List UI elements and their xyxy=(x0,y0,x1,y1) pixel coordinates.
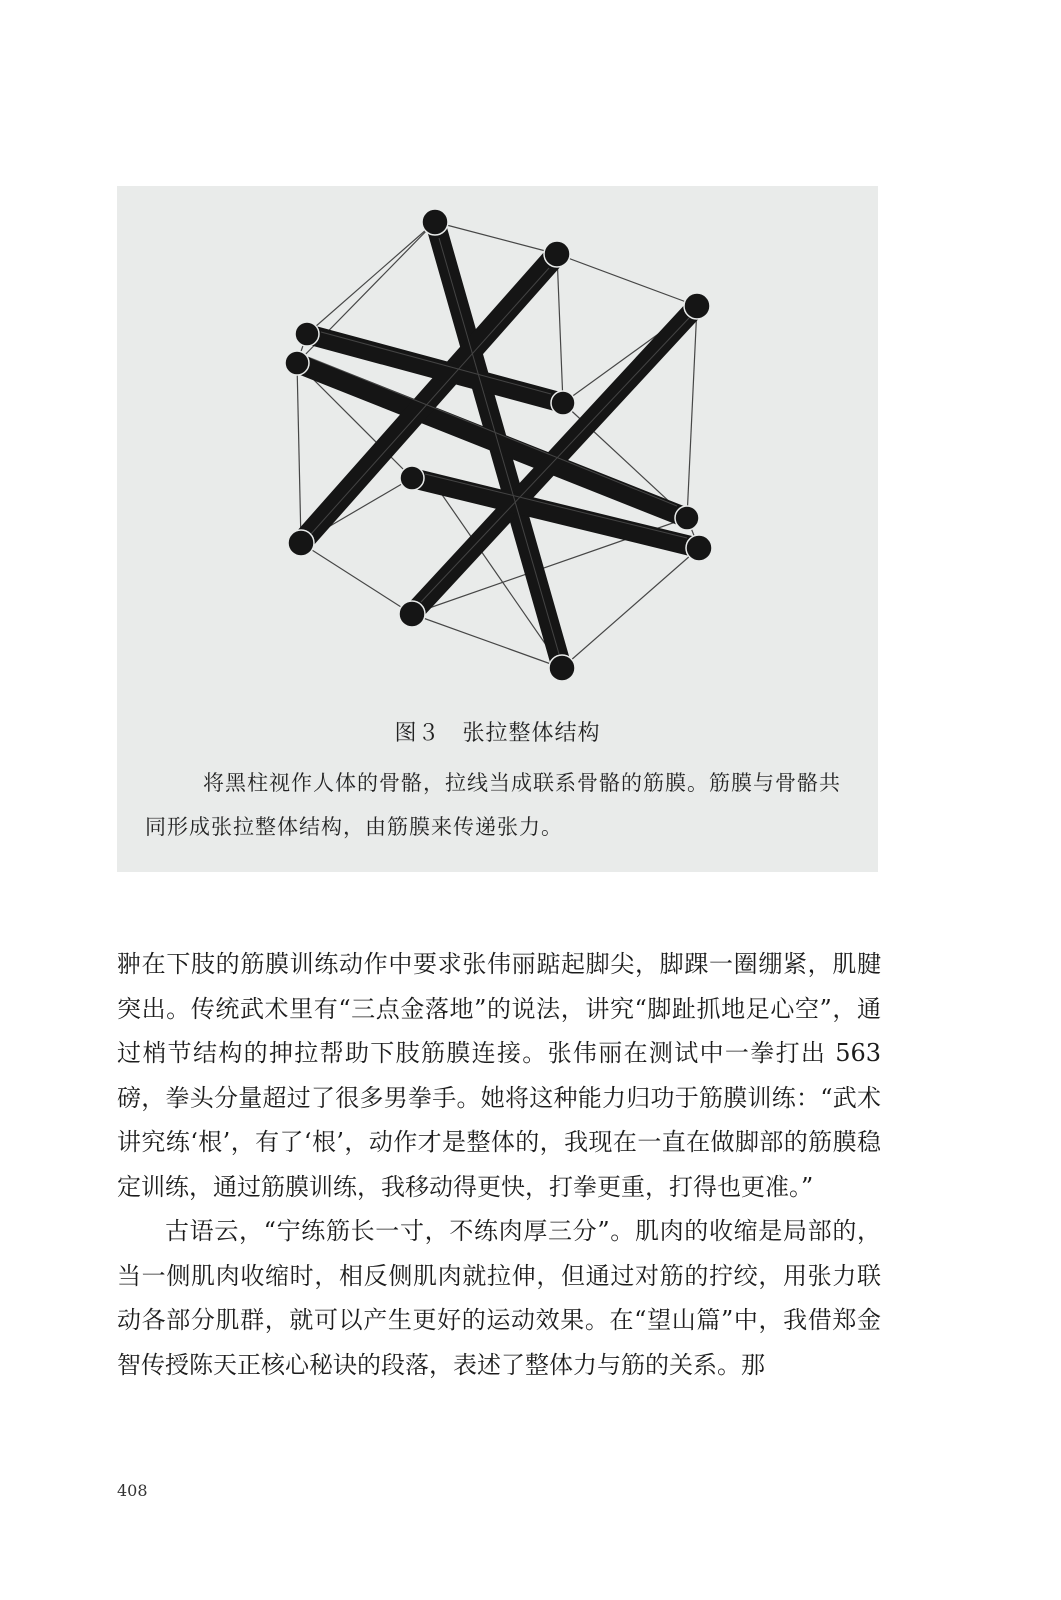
paragraph: 古语云，“宁练筋长一寸，不练肉厚三分”。肌肉的收缩是局部的，当一侧肌肉收缩时，相反侧肌肉就拉伸，但通过对筋的拧绞，用张力联动各部分肌群，就可以产生更好的运动效果。在“望山篇”中，我借郑金智传授陈天正核心秘诀的段落，表述了整体力与筋的关系。那 xyxy=(117,1217,881,1379)
figure-number: 图３ xyxy=(394,721,441,746)
figure-note: 将黑柱视作人体的骨骼，拉线当成联系骨骼的筋膜。筋膜与骨骼共同形成张拉整体结构，由筋膜来传递张力。 xyxy=(145,771,841,839)
figure-title: 张拉整体结构 xyxy=(462,721,601,746)
tensegrity-illustration xyxy=(267,198,737,698)
page-number: 408 xyxy=(117,1481,148,1500)
paragraph: 翀在下肢的筋膜训练动作中要求张伟丽踮起脚尖，脚踝一圈绷紧，肌腱突出。传统武术里有“三点金落地”的说法，讲究“脚趾抓地足心空”，通过梢节结构的抻拉帮助下肢筋膜连接。张伟丽在测试中一拳打出 563 磅，拳头分量超过了很多男拳手。她将这种能力归功于筋膜训练：“武术讲究练‘根’，有了‘根’，动作才是整体的，我现在一直在做脚部的筋膜稳定训练，通过筋膜训练，我移动得更快，打拳更重，打得也更准。” xyxy=(117,950,881,1201)
figure-caption xyxy=(117,716,878,747)
body-text xyxy=(117,942,881,1387)
figure-panel xyxy=(117,186,878,872)
